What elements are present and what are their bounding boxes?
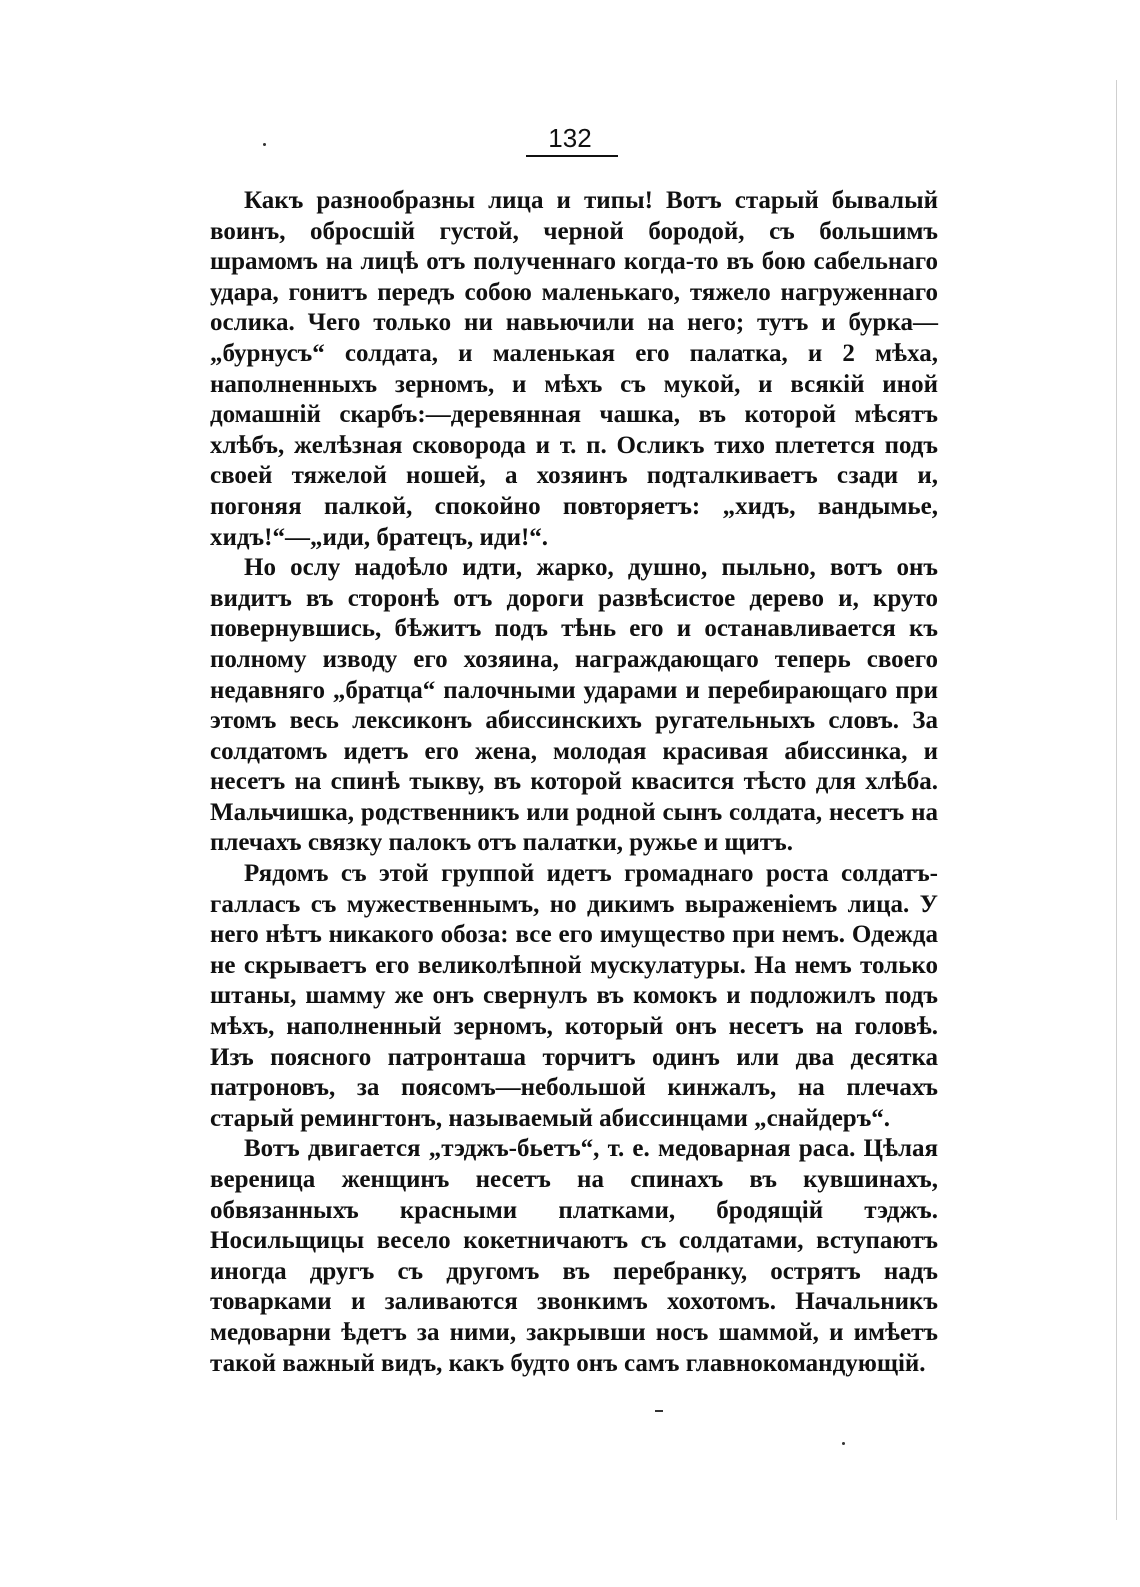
page-number: 132 <box>548 123 592 153</box>
scan-speck <box>842 1442 845 1445</box>
paragraph-2: Но ослу надоѣло идти, жарко, душно, пыльно, вотъ онъ видитъ въ сторонѣ отъ дороги развѣсистое дерево и, круто повернувшись, бѣжитъ подъ тѣнь его и останавливается къ полному изводу его хозяина, награждающаго теперь своего недавняго „братца“ палочными ударами и перебирающаго при этомъ весь лексиконъ абиссинскихъ ругательныхъ словъ. За солдатомъ идетъ его жена, молодая красивая абиссинка, и несетъ на спинѣ тыкву, въ которой квасится тѣсто для хлѣба. Мальчишка, родственникъ или родной сынъ солдата, несетъ на плечахъ связку палокъ отъ палатки, ружье и щитъ. <box>210 554 938 857</box>
scan-margin-line <box>1116 80 1117 1520</box>
scan-speck <box>655 1410 663 1412</box>
page-number-underline <box>526 155 618 157</box>
paragraph-1: Какъ разнообразны лица и типы! Вотъ старый бывалый воинъ, обросшій густой, черной бородой, съ большимъ шрамомъ на лицѣ отъ полученнаго когда-то въ бою сабельнаго удара, гонитъ передъ собою маленькаго, тяжело нагруженнаго ослика. Чего только ни навьючили на него; тутъ и бурка—„бурнусъ“ солдата, и маленькая его палатка, и 2 мѣха, наполненныхъ зерномъ, и мѣхъ съ мукой, и всякій иной домашній скарбъ:—деревянная чашка, въ которой мѣсятъ хлѣбъ, желѣзная сковорода и т. п. Осликъ тихо плетется подъ своей тяжелой ношей, а хозяинъ подталкиваетъ сзади и, погоняя палкой, спокойно повторяетъ: „хидъ, вандымье, хидъ!“—„иди, братецъ, иди!“. <box>210 187 938 551</box>
text-column <box>210 186 938 1379</box>
paragraph-4: Вотъ двигается „тэджъ-бьетъ“, т. е. медоварная раса. Цѣлая вереница женщинъ несетъ на спинахъ въ кувшинахъ, обвязанныхъ красными платками, бродящій тэджъ. Носильщицы весело кокетничаютъ съ солдатами, вступаютъ иногда другъ съ другомъ въ перебранку, острятъ надъ товарками и заливаются звонкимъ хохотомъ. Начальникъ медоварни ѣдетъ за ними, закрывши носъ шаммой, и имѣетъ такой важный видъ, какъ будто онъ самъ главнокомандующій. <box>210 1135 938 1377</box>
paragraph-3: Рядомъ съ этой группой идетъ громаднаго роста солдатъ-галласъ съ мужественнымъ, но дикимъ выраженіемъ лица. У него нѣтъ никакого обоза: все его имущество при немъ. Одежда не скрываетъ его великолѣпной мускулатуры. На немъ только штаны, шамму же онъ свернулъ въ комокъ и подложилъ подъ мѣхъ, наполненный зерномъ, который онъ несетъ на головѣ. Изъ поясного патронташа торчитъ одинъ или два десятка патроновъ, за поясомъ—небольшой кинжалъ, на плечахъ старый ремингтонъ, называемый абиссинцами „снайдеръ“. <box>210 860 938 1132</box>
scan-speck <box>263 143 266 146</box>
